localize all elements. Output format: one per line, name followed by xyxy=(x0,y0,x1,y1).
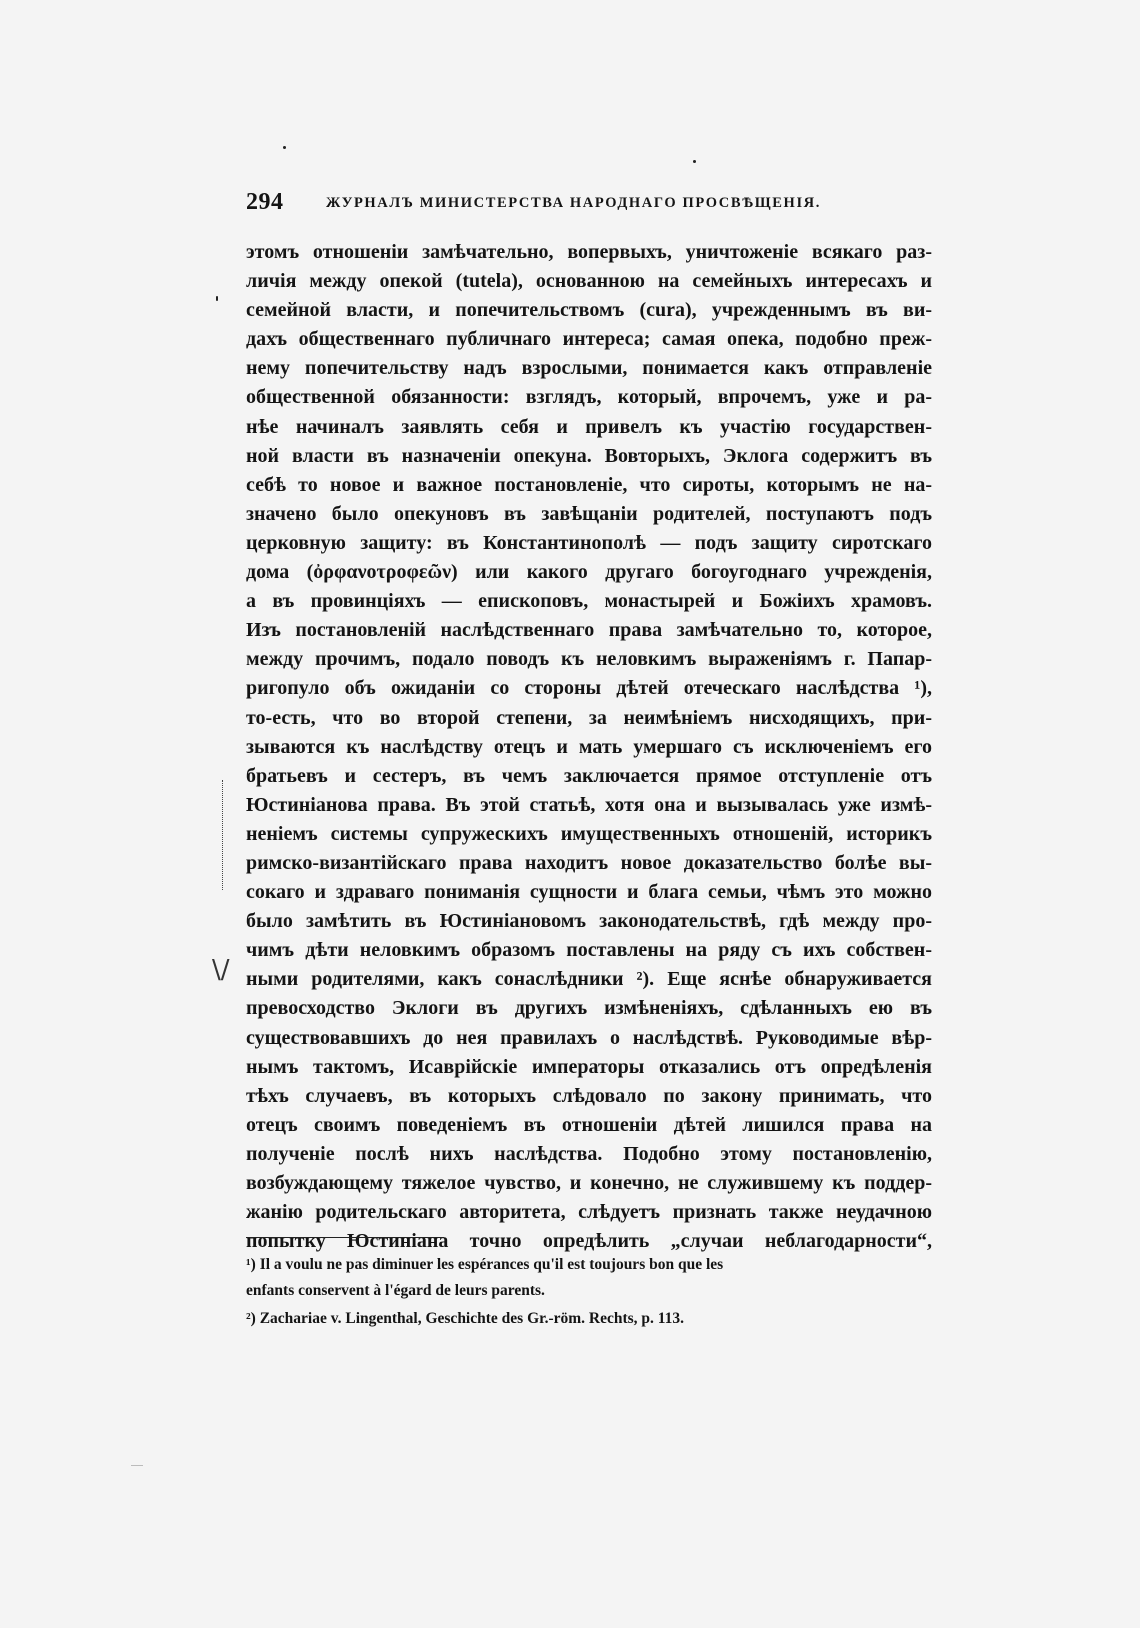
text-line: ной власти въ назначеніи опекуна. Вовторыхъ, Эклога содержитъ въ xyxy=(246,444,932,467)
footnote-rule xyxy=(246,1237,444,1238)
footnote-1-mark: ¹) xyxy=(246,1256,256,1273)
page-number: 294 xyxy=(246,189,284,215)
text-line: попытку Юстиніана точно опредѣлить „случаи неблагодарности“, xyxy=(246,1230,932,1253)
margin-check-mark-icon: \/ xyxy=(212,955,230,985)
text-line: полученіе послѣ нихъ наслѣдства. Подобно этому постановленію, xyxy=(246,1142,932,1165)
footnote-1 xyxy=(246,1252,932,1278)
text-line: тѣхъ случаевъ, въ которыхъ слѣдовало по закону принимать, что xyxy=(246,1084,932,1107)
text-line: дахъ общественнаго публичнаго интереса; самая опека, подобно преж- xyxy=(246,328,932,351)
text-line: чимъ дѣти неловкимъ образомъ поставлены на ряду съ ихъ собствен- xyxy=(246,939,932,962)
text-line: ригопуло объ ожиданіи со стороны дѣтей отеческаго наслѣдства ¹), xyxy=(246,677,932,700)
text-line: церковную защиту: въ Константинополѣ — подъ защиту сиротскаго xyxy=(246,531,932,554)
text-line: существовавшихъ до нея правилахъ о наслѣдствѣ. Руководимые вѣр- xyxy=(246,1026,932,1049)
text-line: Юстиніанова права. Въ этой статьѣ, хотя она и вызывалась уже измѣ- xyxy=(246,793,932,816)
footnotes xyxy=(246,1252,932,1334)
text-line: ными родителями, какъ сонаслѣдники ²). Еще яснѣе обнаруживается xyxy=(246,968,932,991)
text-line: значено было опекуновъ въ завѣщаніи родителей, поступаютъ подъ xyxy=(246,502,932,525)
text-line: между прочимъ, подало поводъ къ неловкимъ выраженіямъ г. Папар- xyxy=(246,648,932,671)
text-line: личія между опекой (tutela), основанною на семейныхъ интересахъ и xyxy=(246,270,932,293)
footnote-2 xyxy=(246,1304,932,1334)
text-line: братьевъ и сестеръ, въ чемъ заключается прямое отступленіе отъ xyxy=(246,764,932,787)
footnote-1-continuation xyxy=(246,1278,932,1304)
scan-speck xyxy=(216,296,218,301)
footnote-1-text-line-2: enfants conservent à l'égard de leurs parents. xyxy=(246,1282,545,1299)
text-line: нему попечительству надъ взрослыми, понимается какъ отправленіе xyxy=(246,357,932,380)
scan-speck xyxy=(693,160,696,163)
text-line: этомъ отношеніи замѣчательно, вопервыхъ, уничтоженіе всякаго раз- xyxy=(246,241,932,263)
text-line: сокаго и здраваго пониманія сущности и блага семьи, чѣмъ это можно xyxy=(246,881,932,904)
scan-speck xyxy=(131,1465,143,1466)
margin-dotted-line xyxy=(222,780,223,890)
text-line: жанію родительскаго авторитета, слѣдуетъ признать также неудачною xyxy=(246,1201,932,1224)
text-line: возбуждающему тяжелое чувство, и конечно, не служившему къ поддер- xyxy=(246,1172,932,1194)
main-text xyxy=(246,238,932,1256)
margin-annotation xyxy=(210,780,240,985)
text-line: нымъ тактомъ, Исаврійскіе императоры отказались отъ опредѣленія xyxy=(246,1055,932,1078)
text-line: семейной власти, и попечительствомъ (cura), учрежденнымъ въ ви- xyxy=(246,299,932,322)
text-line: зываются къ наслѣдству отецъ и мать умершаго съ исключеніемъ его xyxy=(246,735,932,758)
text-line: неніемъ системы супружескихъ имущественныхъ отношеній, историкъ xyxy=(246,822,932,845)
text-line: то-есть, что во второй степени, за неимѣніемъ нисходящихъ, при- xyxy=(246,706,932,729)
text-line: общественной обязанности: взглядъ, который, впрочемъ, уже и ра- xyxy=(246,386,932,409)
footnote-2-text: Zachariae v. Lingenthal, Geschichte des Gr.-röm. Rechts, p. 113. xyxy=(259,1310,685,1327)
text-line: нѣе начиналъ заявлять себя и привелъ къ участію государствен- xyxy=(246,415,932,438)
text-line: отецъ своимъ поведеніемъ въ отношеніи дѣтей лишился права на xyxy=(246,1113,932,1136)
text-line: Изъ постановленій наслѣдственнаго права замѣчательно то, которое, xyxy=(246,619,932,642)
scan-speck xyxy=(283,146,286,149)
text-line: было замѣтить въ Юстиніановомъ законодательствѣ, гдѣ между про- xyxy=(246,910,932,933)
text-line: римско-византійскаго права находитъ новое доказательство болѣе вы- xyxy=(246,851,932,874)
text-line: дома (ὀρφανοτροφεῶν) или какого другаго богоугоднаго учрежденія, xyxy=(246,561,932,584)
footnote-1-text-line-1: Il a voulu ne pas diminuer les espérances qu'il est toujours bon que les xyxy=(259,1256,724,1273)
footnote-2-mark: ²) xyxy=(246,1310,256,1327)
text-line: а въ провинціяхъ — епископовъ, монастырей и Божіихъ храмовъ. xyxy=(246,590,932,613)
text-line: превосходство Эклоги въ другихъ измѣненіяхъ, сдѣланныхъ ею въ xyxy=(246,997,932,1020)
running-title: ЖУРНАЛЪ МИНИСТЕРСТВА НАРОДНАГО ПРОСВѢЩЕНІЯ. xyxy=(326,195,821,211)
page-header xyxy=(246,189,826,229)
text-line: себѣ то новое и важное постановленіе, что сироты, которымъ не на- xyxy=(246,473,932,496)
